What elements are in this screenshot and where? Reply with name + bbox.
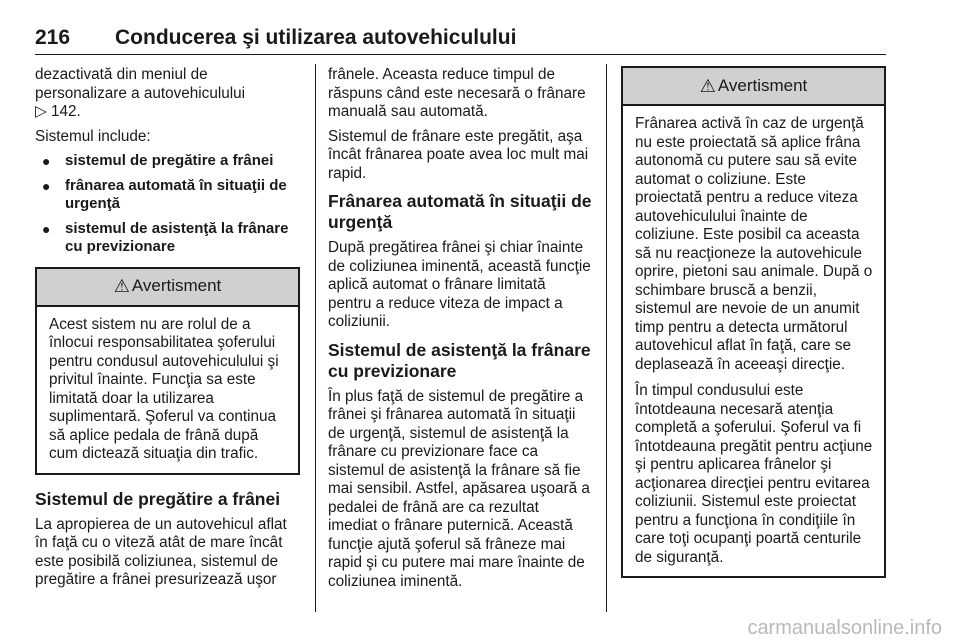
- warning-header: [623, 68, 884, 106]
- watermark: carmanualsonline.info: [747, 617, 942, 639]
- warning-box: [621, 66, 886, 578]
- warning-triangle-icon: ⚠: [113, 276, 130, 297]
- paragraph: La apropierea de un autovehicul aflat în faţă cu o viteză atât de mare încât este posibilă coliziunea, sistemul de pregătire a frânei presurizează uşor: [35, 515, 287, 588]
- warning-header: [37, 269, 298, 307]
- warning-body: [37, 307, 298, 473]
- cross-reference-icon: ▷: [35, 103, 47, 120]
- warning-title: Avertisment: [717, 75, 808, 95]
- chapter-title: Conducerea şi utilizarea autovehiculului: [115, 26, 517, 49]
- paragraph: Sistemul include:: [35, 127, 151, 145]
- warning-text: Frânarea activă în caz de urgenţă nu este proiectată să aplice frâna autonomă cu putere sau să evite automat o coliziune. Este proiectată pentru a reduce viteza autovehiculului înainte de coliziune. Este posibil ca aceasta să nu reacţioneze la autovehicule oprire, pietoni sau animale. După o schimbare bruscă a benzii, sistemul are nevoie de un anumit timp pentru a detecta următorul autovehicul aflat în faţă, care se deplasează în aceeaşi direcţie.: [635, 115, 873, 373]
- paragraph: În plus faţă de sistemul de pregătire a frânei şi frânarea automată în situaţii de urgenţă, sistemul de asistenţă la frânare cu previzionare face ca sistemul de asistenţă la frânare să fie mai sensibil. Astfel, apăsarea uşoară a pedalei de frână are ca rezultat imediat o frânare puternică. Această funcţie ajută şoferul să frâneze mai rapid şi cu putere mai mare înainte de coliziunea iminentă.: [328, 387, 590, 590]
- page-header: [35, 24, 886, 55]
- column-3: [621, 66, 886, 578]
- warning-text: Acest sistem nu are rolul de a înlocui responsabilitatea şoferului pentru condusul autovehiculului şi privitul înainte. Funcţia sa este limitată doar la utilizarea suplimentară. Şoferul va continua să aplice pedala de frână după cum dictează situaţia din trafic.: [49, 315, 279, 462]
- feature-list: [35, 152, 300, 257]
- page-number: 216: [35, 26, 71, 49]
- column-2: [328, 66, 592, 597]
- paragraph: Sistemul de frânare este pregătit, aşa încât frânarea poate avea loc mult mai rapid.: [328, 127, 589, 182]
- column-divider: [606, 64, 607, 612]
- list-item: ● sistemul de asistenţă la frânare cu previzionare: [35, 220, 300, 257]
- warning-triangle-icon: ⚠: [699, 75, 716, 96]
- paragraph: frânele. Aceasta reduce timpul de răspuns când este necesară o frânare manuală sau automată.: [328, 66, 586, 120]
- warning-text: În timpul condusului este întotdeauna necesară atenţia completă a şoferului. Şoferul va fi întotdeauna pregătit pentru acţiune şi pentru aplicarea frânelor şi acţionarea direcţiei pentru evitarea coliziunii. Sistemul este proiectat pentru a funcţiona în condiţiile în care toţi ocupanţi poartă centurile de siguranţă.: [635, 382, 873, 566]
- section-heading: Sistemul de asistenţă la frânare cu previzionare: [328, 339, 591, 381]
- section-heading: Sistemul de pregătire a frânei: [35, 488, 281, 509]
- list-item: ● sistemul de pregătire a frânei: [35, 152, 300, 171]
- warning-box: [35, 267, 300, 475]
- column-divider: [315, 64, 316, 612]
- paragraph: După pregătirea frânei şi chiar înainte de coliziunea iminentă, această funcţie aplică automat o frânare limitată pentru a reduce viteza de impact a coliziunii.: [328, 239, 591, 330]
- paragraph: dezactivată din meniul de personalizare a autovehiculului ▷ 142.: [35, 66, 246, 120]
- section-heading: Frânarea automată în situaţii de urgenţă: [328, 191, 592, 232]
- cross-reference-page[interactable]: 142.: [51, 103, 81, 120]
- warning-title: Avertisment: [131, 276, 222, 296]
- column-1: [35, 66, 300, 596]
- list-item: ● frânarea automată în situaţii de urgenţă: [35, 177, 300, 214]
- warning-body: [623, 106, 884, 576]
